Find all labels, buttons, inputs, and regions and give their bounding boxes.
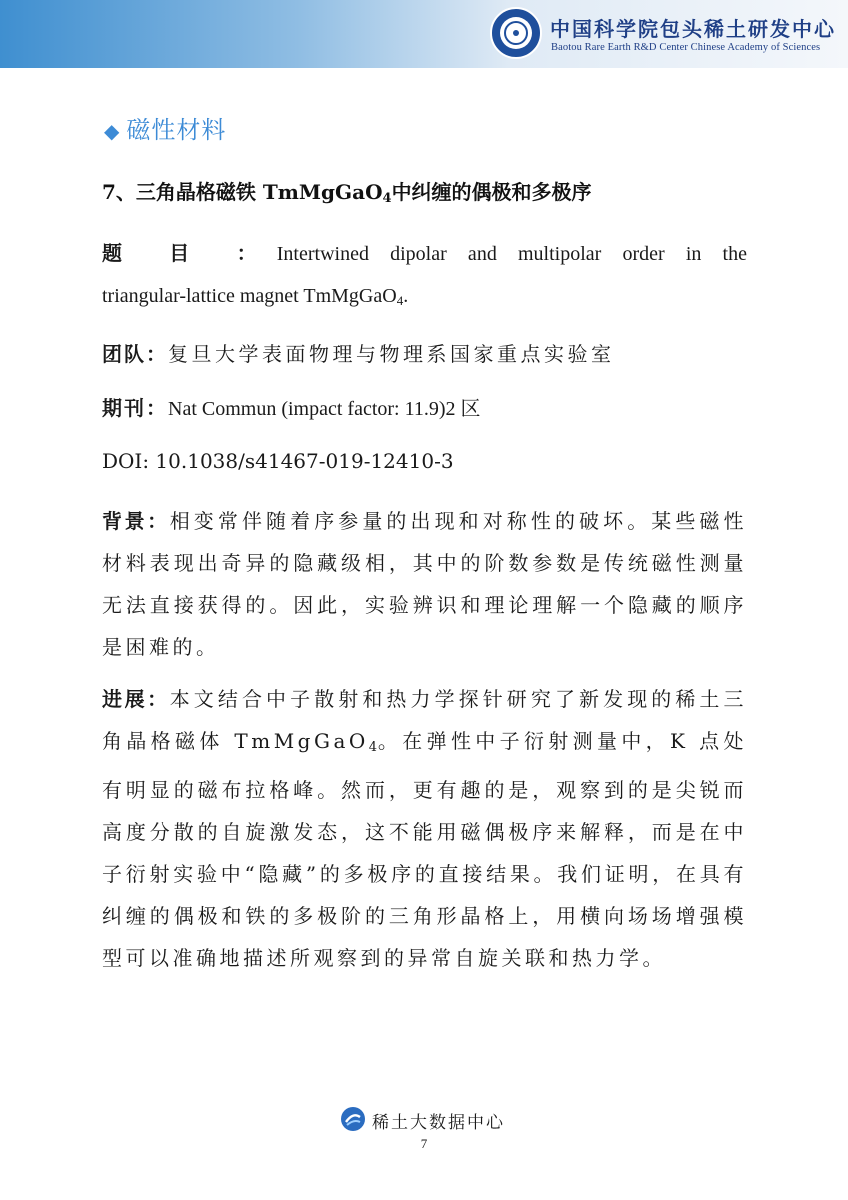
background-paragraph: [102, 500, 747, 668]
team-text: 复旦大学表面物理与物理系国家重点实验室: [168, 342, 615, 366]
org-name-cn: 中国科学院包头稀土研发中心: [550, 17, 836, 41]
article-title: [102, 176, 592, 206]
background-label: 背景：: [102, 509, 170, 533]
progress-label: 进展：: [102, 687, 170, 711]
article-title-suffix: 中纠缠的偶极和多极序: [391, 180, 592, 204]
journal-text: Nat Commun (impact factor: 11.9)2 区: [168, 398, 481, 420]
org-logo: [490, 7, 848, 63]
team-line: [102, 333, 747, 375]
progress-text-b: 。在弹性中子衍射测量中，K 点处有明显的磁布拉格峰。然而，更有趣的是，观察到的是尖锐而高度分散的自旋激发态，这不能用磁偶极序来解释，而是在中子衍射实验中“隐藏”的多极序的直接结果。我们证明，在具有纠缠的偶极和铁的多极阶的三角形晶格上，用横向场场增强模型可以准确地描述所观察到的异常自旋关联和热力学。: [102, 729, 747, 970]
section-heading-text: 磁性材料: [126, 116, 227, 144]
topic-sub: 4: [396, 293, 404, 308]
progress-paragraph: [102, 678, 747, 979]
progress-sub: 4: [368, 740, 378, 755]
page-number: 7: [420, 1136, 428, 1151]
article-title-prefix: 7、三角晶格磁铁 TmMgGaO: [102, 180, 383, 204]
topic-end: .: [403, 285, 409, 307]
progress-text-a: 本文结合中子散射和热力学探针研究了新发现的稀土三角晶格磁体 TmMgGaO: [102, 687, 748, 753]
article-title-sub: 4: [382, 191, 392, 206]
section-heading: [104, 110, 226, 145]
journal-line: [102, 387, 747, 430]
journal-label: 期刊：: [102, 396, 168, 420]
org-name-en: Baotou Rare Earth R&D Center Chinese Academy of Sciences: [551, 42, 821, 53]
footer-brand: 稀土大数据中心: [372, 1113, 505, 1133]
team-label: 团队：: [102, 342, 168, 366]
topic-line-1: Intertwined dipolar and multipolar order in the: [276, 243, 747, 265]
topic-label: 题 目 ：: [102, 241, 277, 265]
rare-earth-data-logo-icon: [340, 1106, 366, 1132]
topic-line-2: triangular-lattice magnet TmMgGaO: [102, 285, 397, 307]
diamond-icon: ◆: [104, 119, 121, 143]
cas-emblem-icon: [490, 7, 542, 59]
topic-paragraph: [102, 232, 747, 322]
doi-line: DOI: 10.1038/s41467-019-12410-3: [102, 449, 454, 473]
background-text: 相变常伴随着序参量的出现和对称性的破坏。某些磁性材料表现出奇异的隐藏级相，其中的阶数参数是传统磁性测量无法直接获得的。因此，实验辨识和理论理解一个隐藏的顺序是困难的。: [102, 509, 748, 659]
